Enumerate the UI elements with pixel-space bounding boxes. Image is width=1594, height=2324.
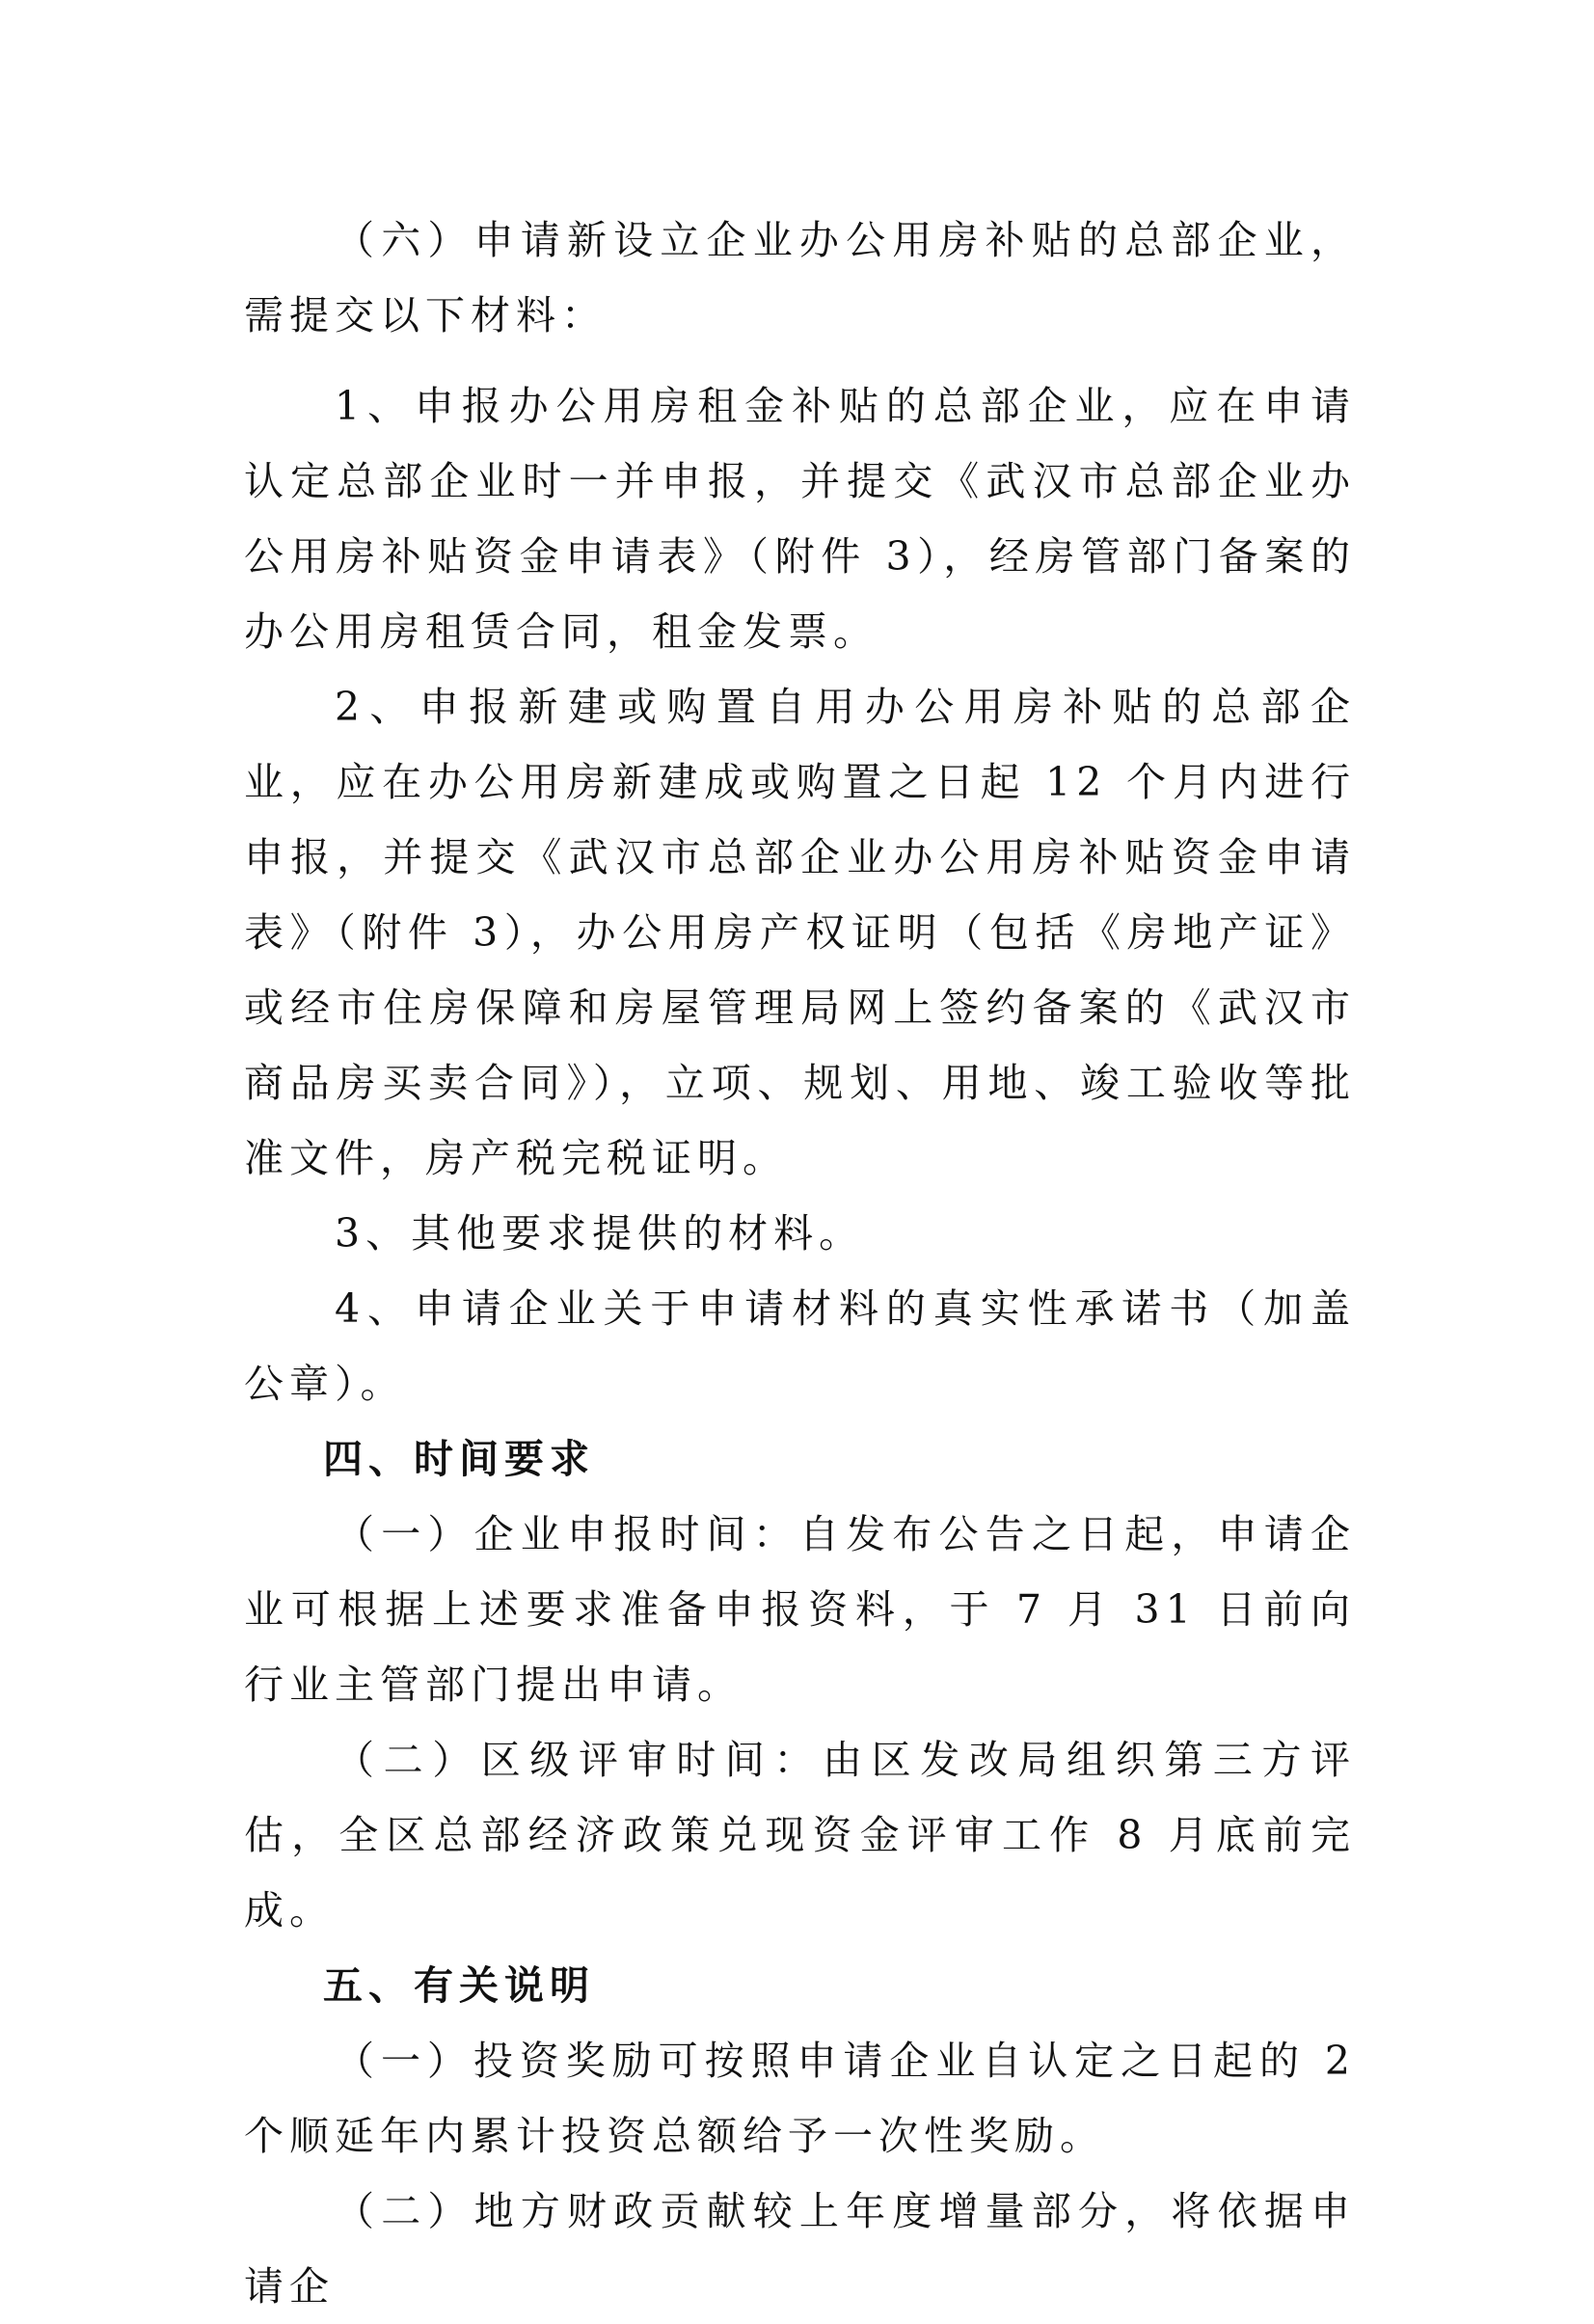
paragraph-investment-award: （一）投资奖励可按照申请企业自认定之日起的 2 个顺延年内累计投资总额给予一次性奖励。 (244, 2038, 1356, 2159)
section-heading-time-requirements: 四、时间要求 (323, 1436, 595, 1482)
section-heading-notes: 五、有关说明 (323, 1962, 595, 2009)
paragraph-commitment-letter: 4、申请企业关于申请材料的真实性承诺书（加盖公章）。 (244, 1285, 1356, 1407)
paragraph-rent-subsidy: 1、申报办公用房租金补贴的总部企业，应在申请认定总部企业时一并申报，并提交《武汉市总部企业办公用房补贴资金申请表》（附件 3），经房管部门备案的办公用房租赁合同，租金发票。 (244, 383, 1356, 655)
paragraph-review-time: （二）区级评审时间：由区发改局组织第三方评估，全区总部经济政策兑现资金评审工作 8 月底前完成。 (244, 1737, 1356, 1933)
paragraph-fiscal-contribution: （二）地方财政贡献较上年度增量部分，将依据申请企 (244, 2188, 1356, 2310)
paragraph-purchase-subsidy: 2、申报新建或购置自用办公用房补贴的总部企业，应在办公用房新建成或购置之日起 12 个月内进行申报，并提交《武汉市总部企业办公用房补贴资金申请表》（附件 3），办公用房产权证明（包括《房地产证》或经市住房保障和房屋管理局网上签约备案的《武汉市商品房买卖合同》），立项、规划、用地、竣工验收等批准文件，房产税完税证明。 (244, 684, 1356, 1181)
paragraph-other-materials: 3、其他要求提供的材料。 (335, 1210, 865, 1257)
paragraph-application-time: （一）企业申报时间：自发布公告之日起，申请企业可根据上述要求准备申报资料，于 7 月 31 日前向行业主管部门提出申请。 (244, 1511, 1356, 1708)
document-body (244, 203, 1356, 2324)
paragraph-office-subsidy-intro: （六）申请新设立企业办公用房补贴的总部企业，需提交以下材料： (244, 217, 1356, 338)
